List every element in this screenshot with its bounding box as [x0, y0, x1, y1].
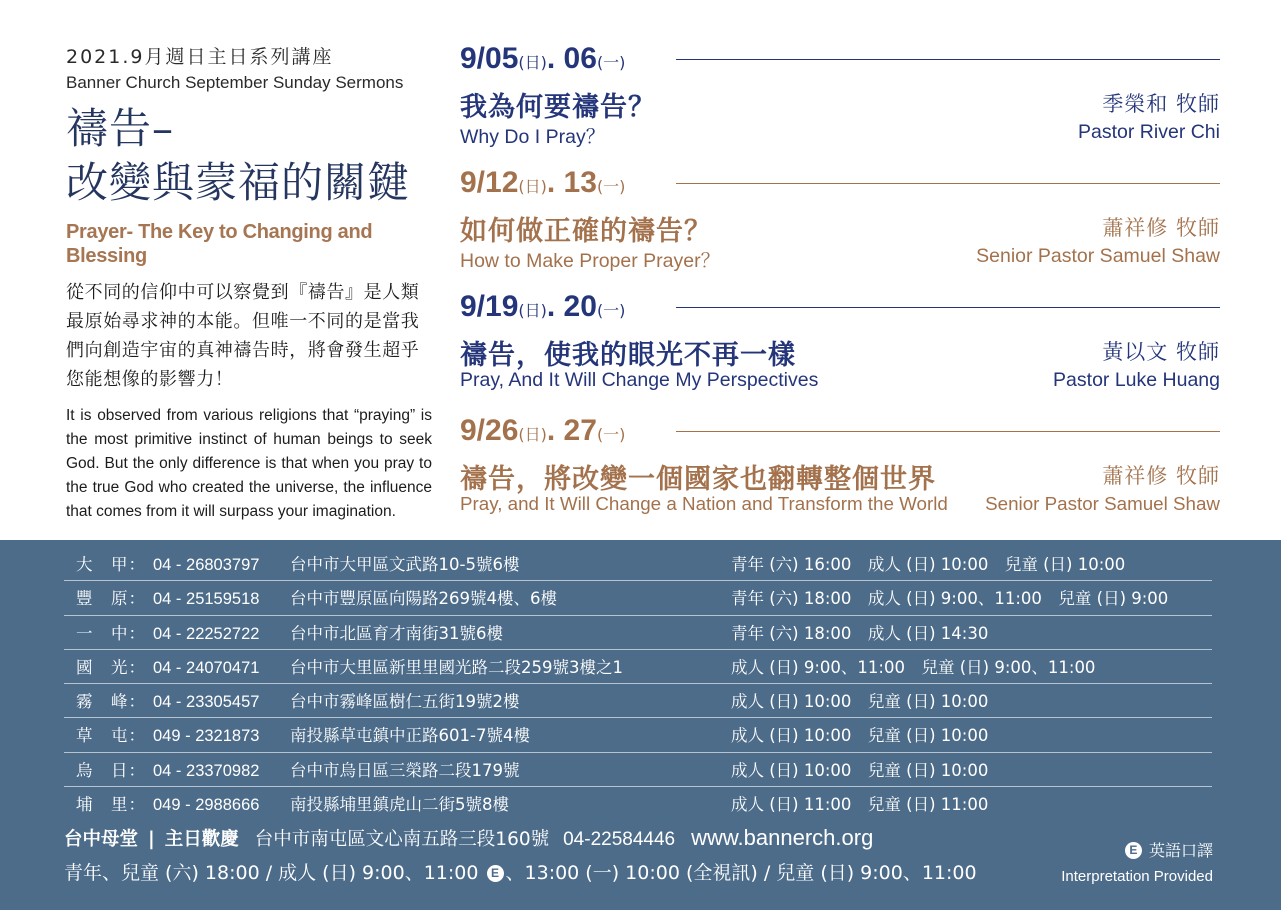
location-name: 一 中：	[76, 623, 146, 643]
interpretation-note	[1061, 840, 1213, 888]
schedule-text: 青年、兒童 (六) 18:00 / 成人 (日) 9:00、11:00	[64, 862, 479, 884]
sermon-date-second: . 20	[546, 290, 597, 323]
intro-text-en: It is observed from various religions that “praying” is the most primitive instinct of human beings to seek God. But the only difference is that when you pray to the true God who created the universe, the influence that comes from it will surpass your imagination.	[66, 407, 432, 520]
sermon-item	[460, 166, 1220, 284]
sermon-day-label: (日)	[518, 301, 547, 320]
main-church-name: 台中母堂	[64, 829, 139, 850]
intro-column	[66, 44, 432, 524]
main-church-label: 主日歡慶	[164, 829, 239, 850]
location-times: 成人 (日) 11:00 兒童 (日) 11:00	[731, 795, 989, 815]
location-address: 台中市北區育才南街31號6樓	[290, 623, 503, 643]
speaker-name-en: Pastor Luke Huang	[1053, 369, 1220, 391]
series-title-en: Banner Church September Sunday Sermons	[66, 73, 404, 92]
sermon-title-en: Pray, and It Will Change a Nation and Transform the World	[460, 493, 948, 514]
divider-line	[676, 183, 1220, 184]
sermon-title-zh: 禱告，使我的眼光不再一樣	[460, 340, 796, 371]
location-row	[64, 718, 1212, 752]
location-address: 南投縣埔里鎮虎山二街5號8樓	[290, 795, 509, 815]
speaker-name-zh: 黃以文 牧師	[1102, 340, 1220, 364]
location-address: 台中市大里區新里里國光路二段259號3樓之1	[290, 657, 623, 677]
location-list	[64, 547, 1212, 821]
sermon-title-zh: 如何做正確的禱告？	[460, 216, 712, 247]
intro-text-zh: 從不同的信仰中可以察覺到『禱告』是人類最原始尋求神的本能。但唯一不同的是當我們向創造宇宙的真神禱告時，將會發生超乎您能想像的影響力！	[66, 282, 420, 390]
divider-line	[676, 59, 1220, 60]
location-row	[64, 650, 1212, 684]
main-church-schedule	[64, 858, 977, 885]
sermon-date-second: . 13	[546, 166, 597, 199]
location-address: 南投縣草屯鎮中正路601-7號4樓	[290, 726, 530, 746]
sermon-day-label: (一)	[596, 301, 626, 320]
sermon-day-label: (一)	[596, 177, 626, 196]
location-times: 青年 (六) 18:00 成人 (日) 9:00、11:00 兒童 (日) 9:00	[731, 589, 1169, 609]
location-times: 青年 (六) 16:00 成人 (日) 10:00 兒童 (日) 10:00	[731, 555, 1126, 574]
sermon-day-label: (日)	[518, 425, 547, 444]
sermon-date-main: 9/26	[460, 414, 519, 447]
location-phone: 04 - 26803797	[153, 556, 260, 574]
main-church-info	[64, 825, 873, 851]
location-address: 台中市豐原區向陽路269號4樓、6樓	[290, 589, 557, 609]
location-name: 國 光：	[76, 657, 146, 677]
main-church-phone: 04-22584446	[563, 829, 676, 850]
sermon-day-label: (日)	[518, 53, 547, 72]
location-row	[64, 787, 1212, 821]
sermon-day-label: (一)	[596, 53, 626, 72]
location-times: 青年 (六) 18:00 成人 (日) 14:30	[731, 623, 989, 643]
sermon-date-main: 9/05	[460, 42, 519, 75]
location-phone: 04 - 23305457	[153, 693, 260, 712]
sermon-item	[460, 290, 1220, 408]
location-address: 台中市大甲區文武路10-5號6樓	[290, 555, 520, 574]
location-phone: 04 - 22252722	[153, 624, 260, 643]
location-times: 成人 (日) 10:00 兒童 (日) 10:00	[731, 692, 989, 712]
speaker-name-en: Senior Pastor Samuel Shaw	[985, 493, 1220, 514]
sermon-day-label: (日)	[518, 177, 547, 196]
location-phone: 04 - 23370982	[153, 761, 260, 780]
location-name: 霧 峰：	[76, 692, 146, 712]
main-title-en: Prayer- The Key to Changing and Blessing	[66, 221, 373, 267]
location-row	[64, 616, 1212, 650]
english-interpretation-icon: E	[487, 865, 504, 882]
sermon-date-main: 9/12	[460, 166, 519, 199]
website-link[interactable]: www.bannerch.org	[691, 825, 874, 850]
sermon-date	[460, 42, 625, 76]
main-title-zh	[66, 102, 432, 210]
location-times: 成人 (日) 9:00、11:00 兒童 (日) 9:00、11:00	[731, 657, 1096, 677]
interpretation-text-zh: 英語口譯	[1148, 841, 1213, 860]
sermon-item	[460, 42, 1220, 160]
location-name: 大 甲：	[76, 555, 146, 574]
speaker-name-zh: 季榮和 牧師	[1102, 92, 1220, 116]
sermon-title-en: Pray, And It Will Change My Perspectives	[460, 369, 819, 391]
series-title-zh: 2021.9月週日主日系列講座	[66, 46, 334, 68]
sermon-date-second: . 27	[546, 414, 597, 447]
footer-band	[0, 540, 1281, 910]
sermon-title-zh: 我為何要禱告？	[460, 92, 656, 123]
sermon-title-en: Why Do I Pray？	[460, 126, 606, 148]
sermon-date-second: . 06	[546, 42, 597, 75]
speaker-name-en: Senior Pastor Samuel Shaw	[976, 245, 1220, 267]
location-phone: 049 - 2321873	[153, 727, 260, 746]
divider-line	[676, 307, 1220, 308]
location-address: 台中市霧峰區樹仁五街19號2樓	[290, 692, 520, 712]
location-row	[64, 753, 1212, 787]
speaker-name-zh: 蕭祥修 牧師	[1102, 464, 1220, 488]
location-name: 烏 日：	[76, 760, 146, 780]
main-title-zh-line2: 改變與蒙福的關鍵	[66, 158, 411, 207]
interpretation-label-zh	[1061, 840, 1213, 862]
sermon-date-main: 9/19	[460, 290, 519, 323]
location-phone: 049 - 2988666	[153, 796, 260, 815]
location-name: 豐 原：	[76, 589, 146, 609]
sermon-date	[460, 414, 625, 448]
location-address: 台中市烏日區三榮路二段179號	[290, 760, 520, 780]
sermon-date	[460, 166, 625, 200]
location-row	[64, 581, 1212, 615]
location-row	[64, 684, 1212, 718]
speaker-name-en: Pastor River Chi	[1078, 121, 1220, 143]
location-phone: 04 - 24070471	[153, 658, 260, 677]
main-church-address: 台中市南屯區文心南五路三段160號	[254, 829, 550, 850]
separator: |	[148, 829, 155, 850]
location-times: 成人 (日) 10:00 兒童 (日) 10:00	[731, 760, 989, 780]
main-title-zh-line1: 禱告–	[66, 104, 175, 153]
sermon-date	[460, 290, 625, 324]
sermon-title-en: How to Make Proper Prayer？	[460, 250, 721, 272]
sermon-day-label: (一)	[596, 425, 626, 444]
divider-line	[676, 431, 1220, 432]
sermon-item	[460, 414, 1220, 532]
location-name: 草 屯：	[76, 726, 146, 746]
location-name: 埔 里：	[76, 795, 146, 815]
speaker-name-zh: 蕭祥修 牧師	[1102, 216, 1220, 240]
interpretation-label-en: Interpretation Provided	[1061, 868, 1213, 885]
location-row	[64, 547, 1212, 581]
english-interpretation-icon: E	[1125, 842, 1142, 859]
location-times: 成人 (日) 10:00 兒童 (日) 10:00	[731, 726, 989, 746]
schedule-text: 、13:00 (一) 10:00 (全視訊) / 兒童 (日) 9:00、11:00	[505, 862, 977, 884]
sermon-title-zh: 禱告，將改變一個國家也翻轉整個世界	[460, 464, 936, 495]
location-phone: 04 - 25159518	[153, 590, 260, 609]
